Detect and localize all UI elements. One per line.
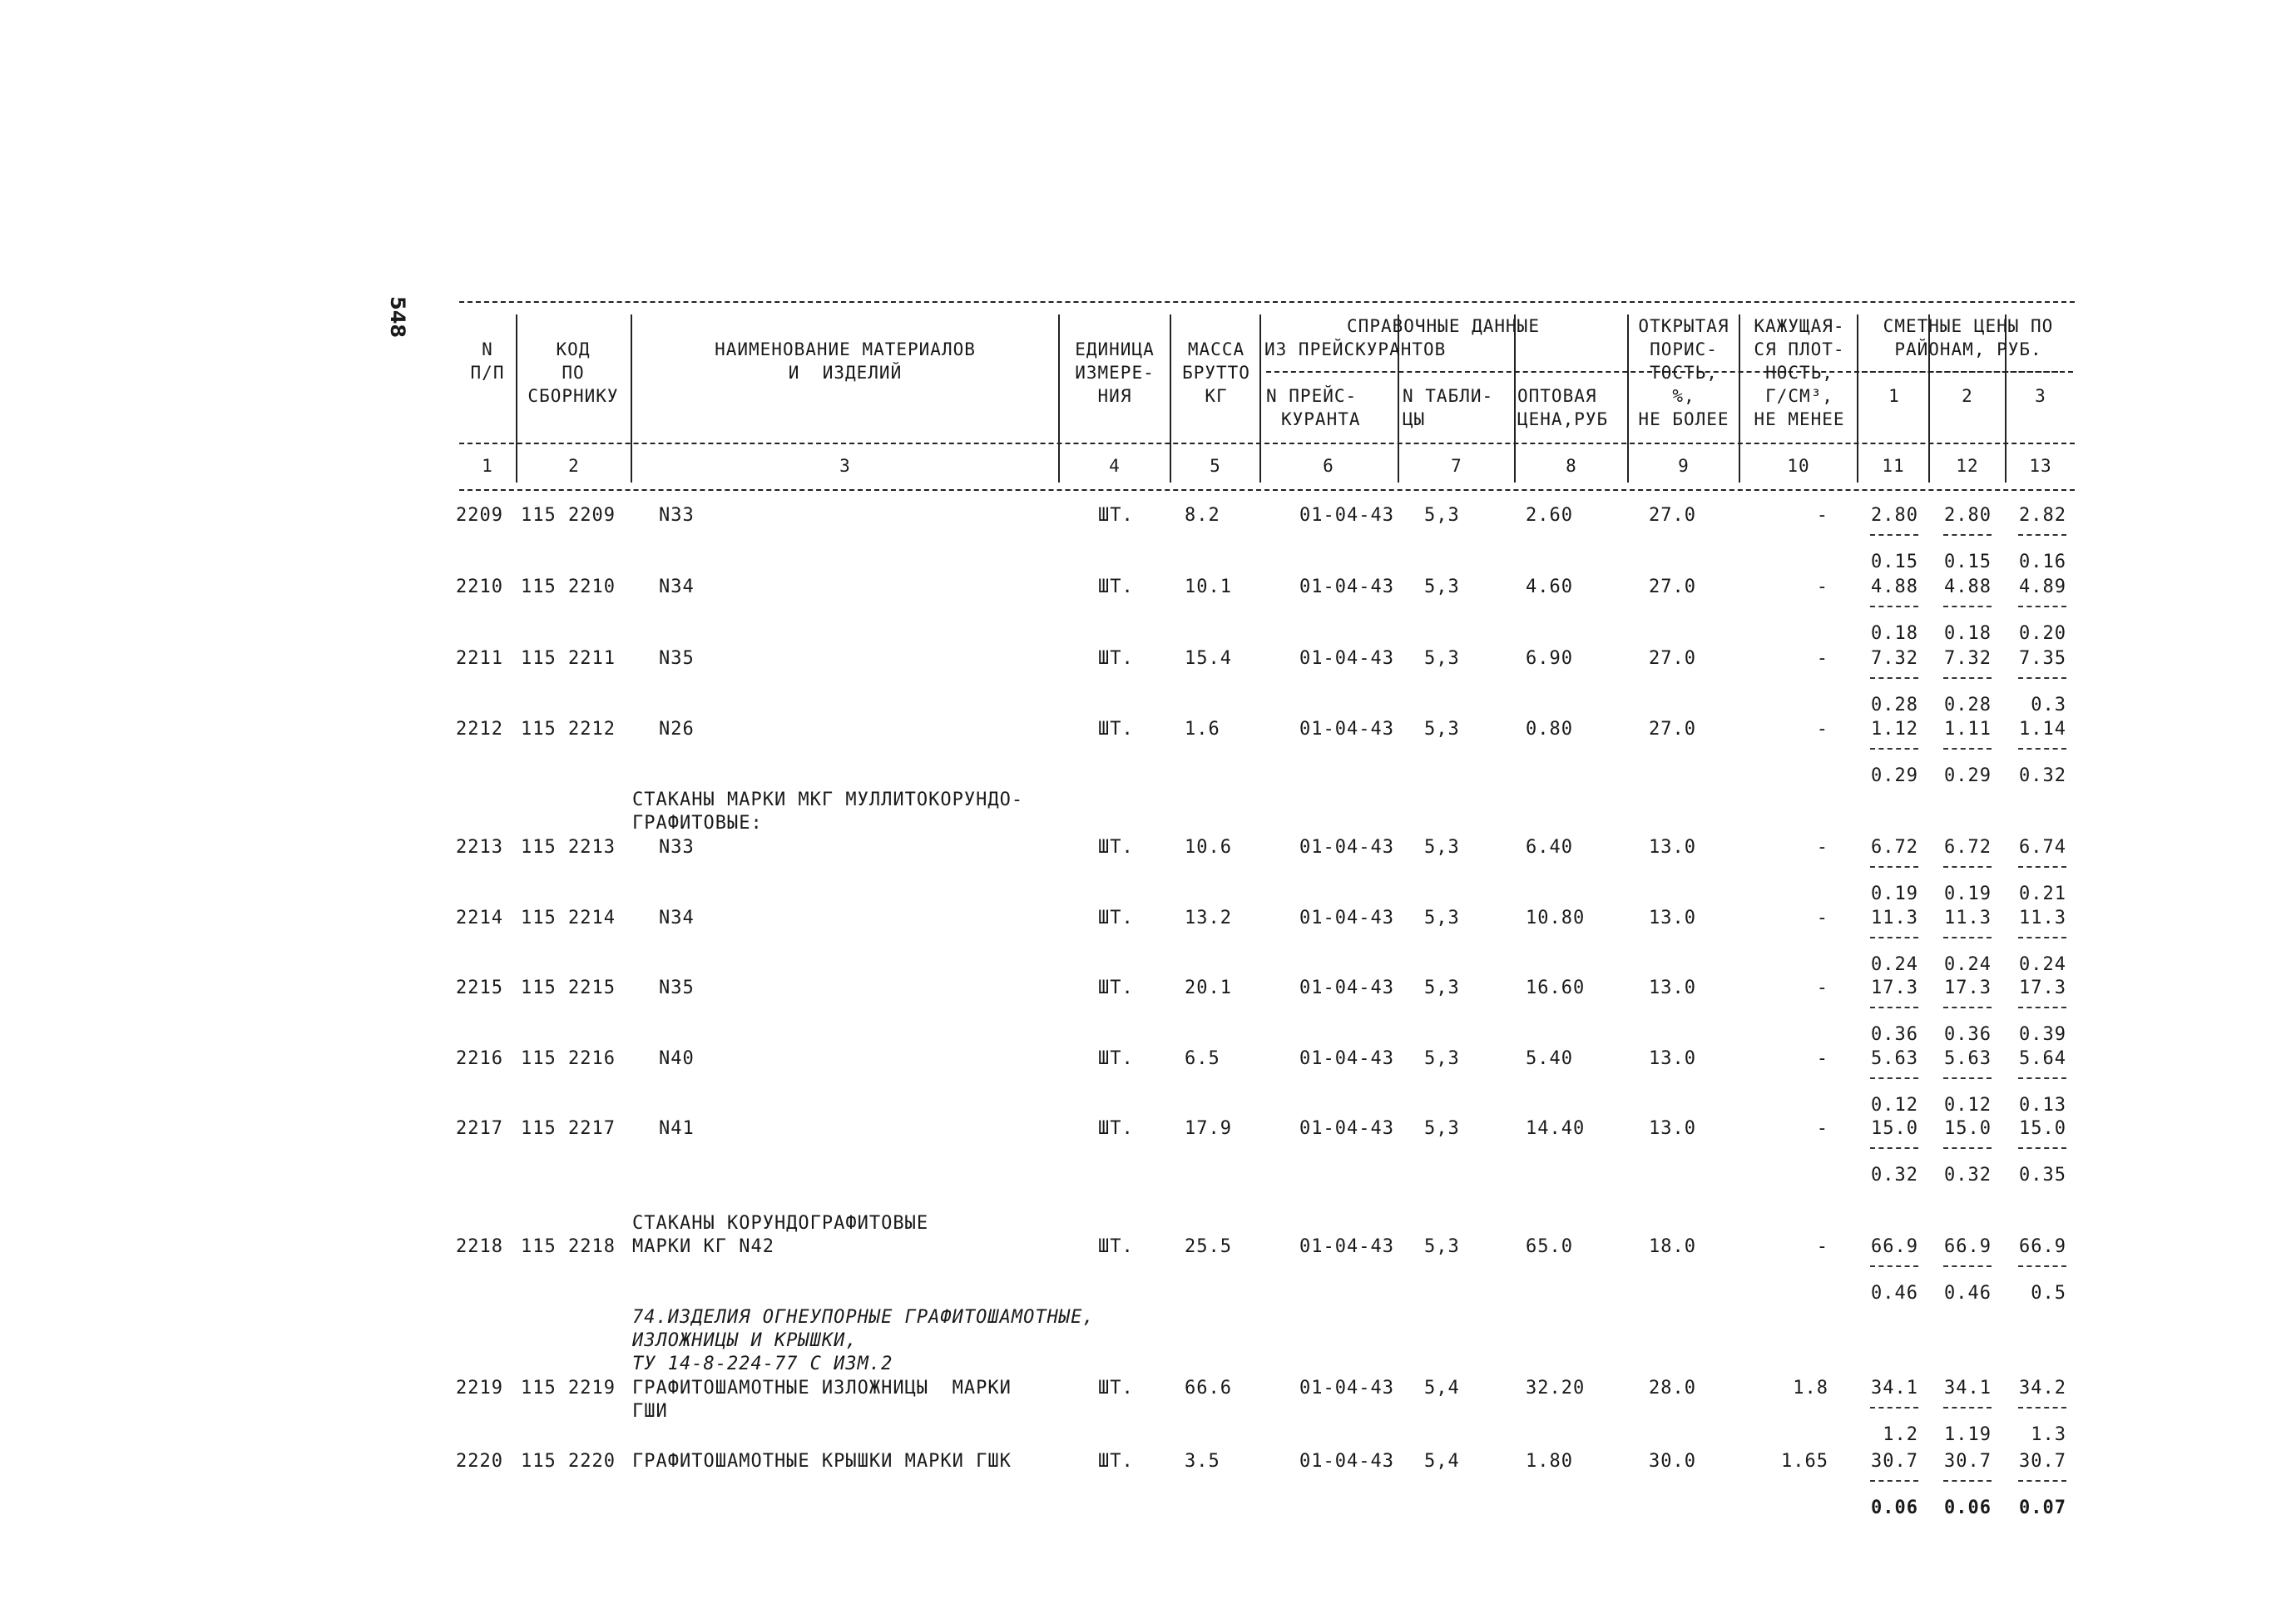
row-table: 5,3 (1424, 837, 1460, 858)
fraction-bar (1943, 534, 1992, 536)
price-region-1: 66.9 (1871, 1236, 1918, 1257)
row-number: 2211 (456, 648, 503, 669)
fraction-bar (1943, 1147, 1992, 1149)
row-code: 115 2215 (521, 978, 616, 998)
price-sub-region-2: 1.19 (1944, 1424, 1992, 1445)
row-unit: ШТ. (1098, 648, 1134, 669)
fraction-bar (1943, 937, 1992, 938)
col-header-code: ПО (562, 363, 585, 383)
row-wholesale: 0.80 (1526, 719, 1573, 740)
column-number: 10 (1787, 456, 1810, 476)
row-density: 1.8 (1793, 1378, 1828, 1399)
fraction-bar (1943, 1007, 1992, 1008)
row-unit: ШТ. (1098, 1378, 1134, 1399)
col-header-porosity: НЕ БОЛЕЕ (1638, 409, 1729, 429)
row-mass: 66.6 (1185, 1378, 1232, 1399)
fraction-bar (1870, 1265, 1918, 1267)
price-region-1: 6.72 (1871, 837, 1918, 858)
row-table: 5,3 (1424, 1048, 1460, 1069)
price-region-3: 15.0 (2019, 1118, 2066, 1139)
region-header-1: 1 (1888, 386, 1900, 406)
price-region-2: 66.9 (1944, 1236, 1992, 1257)
price-sub-region-2: 0.46 (1944, 1283, 1992, 1304)
row-number: 2220 (456, 1451, 503, 1472)
row-mass: 1.6 (1185, 719, 1220, 740)
row-number: 2217 (456, 1118, 503, 1139)
row-wholesale: 14.40 (1526, 1118, 1586, 1139)
row-mass: 13.2 (1185, 908, 1232, 928)
col-header-table: N ТАБЛИ- (1403, 386, 1494, 406)
row-wholesale: 4.60 (1526, 577, 1573, 597)
row-wholesale: 32.20 (1526, 1378, 1586, 1399)
row-density: - (1816, 908, 1828, 928)
price-region-1: 30.7 (1871, 1451, 1918, 1472)
price-sub-region-2: 0.12 (1944, 1095, 1992, 1116)
fraction-bar (2018, 1480, 2066, 1482)
row-code: 115 2214 (521, 908, 616, 928)
region-header-3: 3 (2035, 386, 2046, 406)
row-number: 2212 (456, 719, 503, 740)
price-region-2: 34.1 (1944, 1378, 1992, 1399)
column-number: 12 (1956, 456, 1979, 476)
row-density: - (1816, 505, 1828, 526)
row-name: N35 (659, 978, 695, 998)
price-region-3: 6.74 (2019, 837, 2066, 858)
row-unit: ШТ. (1098, 1048, 1134, 1069)
price-sub-region-3: 0.21 (2019, 884, 2066, 904)
price-sub-region-1: 0.29 (1871, 765, 1918, 786)
price-sub-region-1: 0.28 (1871, 695, 1918, 715)
price-sub-region-1: 0.19 (1871, 884, 1918, 904)
column-number: 8 (1566, 456, 1577, 476)
price-region-2: 4.88 (1944, 577, 1992, 597)
row-pricelist: 01-04-43 (1299, 1236, 1394, 1257)
col-header-n: N (482, 339, 493, 359)
column-number: 4 (1109, 456, 1121, 476)
row-number: 2215 (456, 978, 503, 998)
price-sub-region-2: 0.28 (1944, 695, 1992, 715)
col-header-porosity: %, (1672, 386, 1695, 406)
price-sub-region-1: 0.36 (1871, 1024, 1918, 1045)
row-wholesale: 6.90 (1526, 648, 1573, 669)
row-name: N41 (659, 1118, 695, 1139)
price-region-2: 15.0 (1944, 1118, 1992, 1139)
row-porosity: 13.0 (1649, 978, 1696, 998)
row-density: - (1816, 978, 1828, 998)
row-name: N33 (659, 505, 695, 526)
row-density: 1.65 (1781, 1451, 1828, 1472)
fraction-bar (2018, 606, 2066, 607)
fraction-bar (2018, 1265, 2066, 1267)
row-porosity: 13.0 (1649, 1048, 1696, 1069)
row-table: 5,3 (1424, 505, 1460, 526)
price-region-1: 5.63 (1871, 1048, 1918, 1069)
row-unit: ШТ. (1098, 908, 1134, 928)
row-wholesale: 65.0 (1526, 1236, 1573, 1257)
col-header-porosity: ОТКРЫТАЯ (1638, 316, 1729, 336)
fraction-bar (1870, 677, 1918, 679)
fraction-bar (2018, 1077, 2066, 1079)
row-pricelist: 01-04-43 (1299, 505, 1394, 526)
col-header-name: И ИЗДЕЛИЙ (788, 363, 903, 383)
price-region-3: 30.7 (2019, 1451, 2066, 1472)
price-sub-region-1: 0.24 (1871, 954, 1918, 975)
row-pricelist: 01-04-43 (1299, 978, 1394, 998)
row-mass: 17.9 (1185, 1118, 1232, 1139)
column-number: 13 (2029, 456, 2052, 476)
divider (459, 489, 2075, 491)
row-wholesale: 5.40 (1526, 1048, 1573, 1069)
row-density: - (1816, 648, 1828, 669)
section-title: ТУ 14-8-224-77 С ИЗМ.2 (632, 1354, 893, 1374)
fraction-bar (2018, 1007, 2066, 1008)
row-mass: 15.4 (1185, 648, 1232, 669)
fraction-bar (1943, 677, 1992, 679)
fraction-bar (2018, 1407, 2066, 1409)
row-code: 115 2219 (521, 1378, 616, 1399)
fraction-bar (1943, 606, 1992, 607)
price-sub-region-2: 0.32 (1944, 1165, 1992, 1186)
price-region-2: 11.3 (1944, 908, 1992, 928)
row-code: 115 2217 (521, 1118, 616, 1139)
fraction-bar (1870, 1407, 1918, 1409)
row-code: 115 2216 (521, 1048, 616, 1069)
row-pricelist: 01-04-43 (1299, 1118, 1394, 1139)
row-porosity: 28.0 (1649, 1378, 1696, 1399)
row-name: ГШИ (632, 1401, 668, 1422)
price-region-2: 1.11 (1944, 719, 1992, 740)
row-density: - (1816, 1118, 1828, 1139)
row-unit: ШТ. (1098, 1451, 1134, 1472)
fraction-bar (1870, 606, 1918, 607)
col-header-density: НОСТЬ, (1765, 363, 1833, 383)
row-unit: ШТ. (1098, 577, 1134, 597)
row-code: 115 2213 (521, 837, 616, 858)
price-region-1: 17.3 (1871, 978, 1918, 998)
row-pricelist: 01-04-43 (1299, 1451, 1394, 1472)
row-number: 2216 (456, 1048, 503, 1069)
row-code: 115 2211 (521, 648, 616, 669)
price-region-1: 2.80 (1871, 505, 1918, 526)
col-group-prices: РАЙОНАМ, РУБ. (1894, 339, 2042, 359)
col-header-pricelist: КУРАНТА (1281, 409, 1361, 429)
col-header-n: П/П (470, 363, 505, 383)
col-group-reference: СПРАВОЧНЫЕ ДАННЫЕ (1347, 316, 1540, 336)
row-pricelist: 01-04-43 (1299, 577, 1394, 597)
row-unit: ШТ. (1098, 719, 1134, 740)
row-number: 2209 (456, 505, 503, 526)
row-unit: ШТ. (1098, 837, 1134, 858)
price-region-2: 30.7 (1944, 1451, 1992, 1472)
fraction-bar (1870, 748, 1918, 750)
row-porosity: 27.0 (1649, 648, 1696, 669)
column-number: 7 (1451, 456, 1462, 476)
row-mass: 6.5 (1185, 1048, 1220, 1069)
section-title: СТАКАНЫ КОРУНДОГРАФИТОВЫЕ (632, 1213, 929, 1234)
row-wholesale: 10.80 (1526, 908, 1586, 928)
fraction-bar (1870, 866, 1918, 868)
fraction-bar (1943, 748, 1992, 750)
price-sub-region-1: 0.06 (1871, 1498, 1918, 1518)
col-header-density: СЯ ПЛОТ- (1754, 339, 1845, 359)
col-header-porosity: ПОРИС- (1650, 339, 1718, 359)
price-region-1: 15.0 (1871, 1118, 1918, 1139)
col-header-density: КАЖУЩАЯ- (1754, 316, 1845, 336)
price-sub-region-2: 0.29 (1944, 765, 1992, 786)
row-unit: ШТ. (1098, 1118, 1134, 1139)
fraction-bar (1943, 1077, 1992, 1079)
price-sub-region-1: 0.32 (1871, 1165, 1918, 1186)
row-table: 5,3 (1424, 1118, 1460, 1139)
row-number: 2213 (456, 837, 503, 858)
row-table: 5,4 (1424, 1378, 1460, 1399)
row-number: 2219 (456, 1378, 503, 1399)
row-mass: 25.5 (1185, 1236, 1232, 1257)
price-sub-region-1: 0.15 (1871, 552, 1918, 572)
row-pricelist: 01-04-43 (1299, 1048, 1394, 1069)
row-name: N40 (659, 1048, 695, 1069)
row-unit: ШТ. (1098, 978, 1134, 998)
region-header-2: 2 (1962, 386, 1973, 406)
price-sub-region-1: 1.2 (1883, 1424, 1918, 1445)
row-unit: ШТ. (1098, 505, 1134, 526)
row-porosity: 27.0 (1649, 719, 1696, 740)
column-number: 9 (1678, 456, 1690, 476)
row-number: 2218 (456, 1236, 503, 1257)
price-sub-region-2: 0.19 (1944, 884, 1992, 904)
col-header-pricelist: N ПРЕЙС- (1266, 386, 1358, 406)
price-region-2: 5.63 (1944, 1048, 1992, 1069)
price-region-3: 4.89 (2019, 577, 2066, 597)
row-code: 115 2220 (521, 1451, 616, 1472)
section-title: СТАКАНЫ МАРКИ МКГ МУЛЛИТОКОРУНДО- (632, 790, 1024, 810)
divider (459, 443, 2075, 444)
column-number: 2 (568, 456, 580, 476)
col-header-c5: МАССА (1187, 339, 1245, 359)
price-sub-region-1: 0.46 (1871, 1283, 1918, 1304)
col-header-porosity: ТОСТЬ, (1650, 363, 1718, 383)
fraction-bar (2018, 677, 2066, 679)
price-region-3: 34.2 (2019, 1378, 2066, 1399)
price-region-3: 2.82 (2019, 505, 2066, 526)
col-header-code: СБОРНИКУ (527, 386, 619, 406)
price-sub-region-3: 0.24 (2019, 954, 2066, 975)
col-group-reference: ИЗ ПРЕЙСКУРАНТОВ (1264, 339, 1447, 359)
col-header-wholesale: ОПТОВАЯ (1517, 386, 1597, 406)
row-mass: 10.1 (1185, 577, 1232, 597)
price-region-3: 17.3 (2019, 978, 2066, 998)
col-header-c4: НИЯ (1097, 386, 1132, 406)
row-mass: 8.2 (1185, 505, 1220, 526)
fraction-bar (1943, 1265, 1992, 1267)
price-region-2: 17.3 (1944, 978, 1992, 998)
row-name: N34 (659, 577, 695, 597)
fraction-bar (2018, 534, 2066, 536)
row-porosity: 13.0 (1649, 837, 1696, 858)
price-region-1: 11.3 (1871, 908, 1918, 928)
column-number: 5 (1210, 456, 1221, 476)
price-region-2: 6.72 (1944, 837, 1992, 858)
row-mass: 20.1 (1185, 978, 1232, 998)
price-sub-region-3: 1.3 (2031, 1424, 2066, 1445)
fraction-bar (2018, 937, 2066, 938)
row-pricelist: 01-04-43 (1299, 1378, 1394, 1399)
price-sub-region-3: 0.13 (2019, 1095, 2066, 1116)
col-header-wholesale: ЦЕНА,РУБ (1517, 409, 1609, 429)
fraction-bar (1870, 1077, 1918, 1079)
price-sub-region-2: 0.24 (1944, 954, 1992, 975)
row-code: 115 2218 (521, 1236, 616, 1257)
fraction-bar (1870, 534, 1918, 536)
price-sub-region-3: 0.5 (2031, 1283, 2066, 1304)
row-wholesale: 16.60 (1526, 978, 1586, 998)
col-header-density: Г/СМ³, (1765, 386, 1833, 406)
price-sub-region-3: 0.32 (2019, 765, 2066, 786)
column-number: 6 (1323, 456, 1334, 476)
price-sub-region-3: 0.16 (2019, 552, 2066, 572)
row-porosity: 13.0 (1649, 908, 1696, 928)
row-pricelist: 01-04-43 (1299, 648, 1394, 669)
price-region-1: 4.88 (1871, 577, 1918, 597)
col-header-c5: БРУТТО (1182, 363, 1250, 383)
fraction-bar (2018, 866, 2066, 868)
row-mass: 10.6 (1185, 837, 1232, 858)
price-sub-region-3: 0.39 (2019, 1024, 2066, 1045)
fraction-bar (1943, 1407, 1992, 1409)
row-name: N33 (659, 837, 695, 858)
fraction-bar (1943, 1480, 1992, 1482)
price-region-3: 5.64 (2019, 1048, 2066, 1069)
col-header-table: ЦЫ (1403, 409, 1426, 429)
price-sub-region-2: 0.18 (1944, 623, 1992, 644)
price-sub-region-3: 0.3 (2031, 695, 2066, 715)
fraction-bar (1870, 1007, 1918, 1008)
row-name: N35 (659, 648, 695, 669)
row-table: 5,3 (1424, 978, 1460, 998)
price-sub-region-3: 0.35 (2019, 1165, 2066, 1186)
row-name: МАРКИ КГ N42 (632, 1236, 774, 1257)
row-table: 5,3 (1424, 577, 1460, 597)
price-sub-region-1: 0.18 (1871, 623, 1918, 644)
column-number: 1 (482, 456, 493, 476)
fraction-bar (1943, 866, 1992, 868)
row-pricelist: 01-04-43 (1299, 908, 1394, 928)
row-porosity: 27.0 (1649, 577, 1696, 597)
row-table: 5,3 (1424, 719, 1460, 740)
col-header-c4: ИЗМЕРЕ- (1075, 363, 1155, 383)
row-pricelist: 01-04-43 (1299, 837, 1394, 858)
row-porosity: 30.0 (1649, 1451, 1696, 1472)
section-title: ИЗЛОЖНИЦЫ И КРЫШКИ, (632, 1330, 858, 1351)
row-code: 115 2209 (521, 505, 616, 526)
price-region-3: 1.14 (2019, 719, 2066, 740)
price-sub-region-3: 0.20 (2019, 623, 2066, 644)
price-sub-region-3: 0.07 (2019, 1498, 2066, 1518)
price-region-3: 11.3 (2019, 908, 2066, 928)
section-title: ГРАФИТОВЫЕ: (632, 813, 763, 834)
row-density: - (1816, 1236, 1828, 1257)
col-group-prices: СМЕТНЫЕ ЦЕНЫ ПО (1883, 316, 2054, 336)
section-title: 74.ИЗДЕЛИЯ ОГНЕУПОРНЫЕ ГРАФИТОШАМОТНЫЕ, (632, 1307, 1095, 1328)
row-mass: 3.5 (1185, 1451, 1220, 1472)
row-porosity: 27.0 (1649, 505, 1696, 526)
divider (459, 301, 2075, 303)
row-porosity: 13.0 (1649, 1118, 1696, 1139)
price-region-1: 7.32 (1871, 648, 1918, 669)
col-header-c4: ЕДИНИЦА (1075, 339, 1155, 359)
price-sub-region-2: 0.06 (1944, 1498, 1992, 1518)
row-porosity: 18.0 (1649, 1236, 1696, 1257)
price-region-2: 2.80 (1944, 505, 1992, 526)
row-unit: ШТ. (1098, 1236, 1134, 1257)
row-name: N34 (659, 908, 695, 928)
page-number: 548 (386, 296, 409, 339)
row-name: ГРАФИТОШАМОТНЫЕ ИЗЛОЖНИЦЫ МАРКИ (632, 1378, 1012, 1399)
row-number: 2214 (456, 908, 503, 928)
row-wholesale: 1.80 (1526, 1451, 1573, 1472)
row-table: 5,3 (1424, 648, 1460, 669)
column-number: 3 (839, 456, 851, 476)
price-region-2: 7.32 (1944, 648, 1992, 669)
price-region-3: 7.35 (2019, 648, 2066, 669)
row-name: N26 (659, 719, 695, 740)
fraction-bar (1870, 1147, 1918, 1149)
price-sub-region-2: 0.36 (1944, 1024, 1992, 1045)
row-wholesale: 6.40 (1526, 837, 1573, 858)
row-table: 5,4 (1424, 1451, 1460, 1472)
row-code: 115 2210 (521, 577, 616, 597)
fraction-bar (1870, 1480, 1918, 1482)
row-table: 5,3 (1424, 1236, 1460, 1257)
fraction-bar (1870, 937, 1918, 938)
row-number: 2210 (456, 577, 503, 597)
price-region-1: 34.1 (1871, 1378, 1918, 1399)
row-density: - (1816, 719, 1828, 740)
col-header-code: КОД (556, 339, 591, 359)
price-sub-region-1: 0.12 (1871, 1095, 1918, 1116)
col-header-density: НЕ МЕНЕЕ (1754, 409, 1845, 429)
column-number: 11 (1882, 456, 1905, 476)
price-region-1: 1.12 (1871, 719, 1918, 740)
divider (1862, 371, 2073, 373)
row-wholesale: 2.60 (1526, 505, 1573, 526)
fraction-bar (2018, 748, 2066, 750)
price-region-3: 66.9 (2019, 1236, 2066, 1257)
row-pricelist: 01-04-43 (1299, 719, 1394, 740)
row-name: ГРАФИТОШАМОТНЫЕ КРЫШКИ МАРКИ ГШК (632, 1451, 1012, 1472)
row-density: - (1816, 577, 1828, 597)
row-code: 115 2212 (521, 719, 616, 740)
row-density: - (1816, 837, 1828, 858)
col-header-name: НАИМЕНОВАНИЕ МАТЕРИАЛОВ (715, 339, 976, 359)
fraction-bar (2018, 1147, 2066, 1149)
row-table: 5,3 (1424, 908, 1460, 928)
row-density: - (1816, 1048, 1828, 1069)
price-sub-region-2: 0.15 (1944, 552, 1992, 572)
col-header-c5: КГ (1205, 386, 1228, 406)
